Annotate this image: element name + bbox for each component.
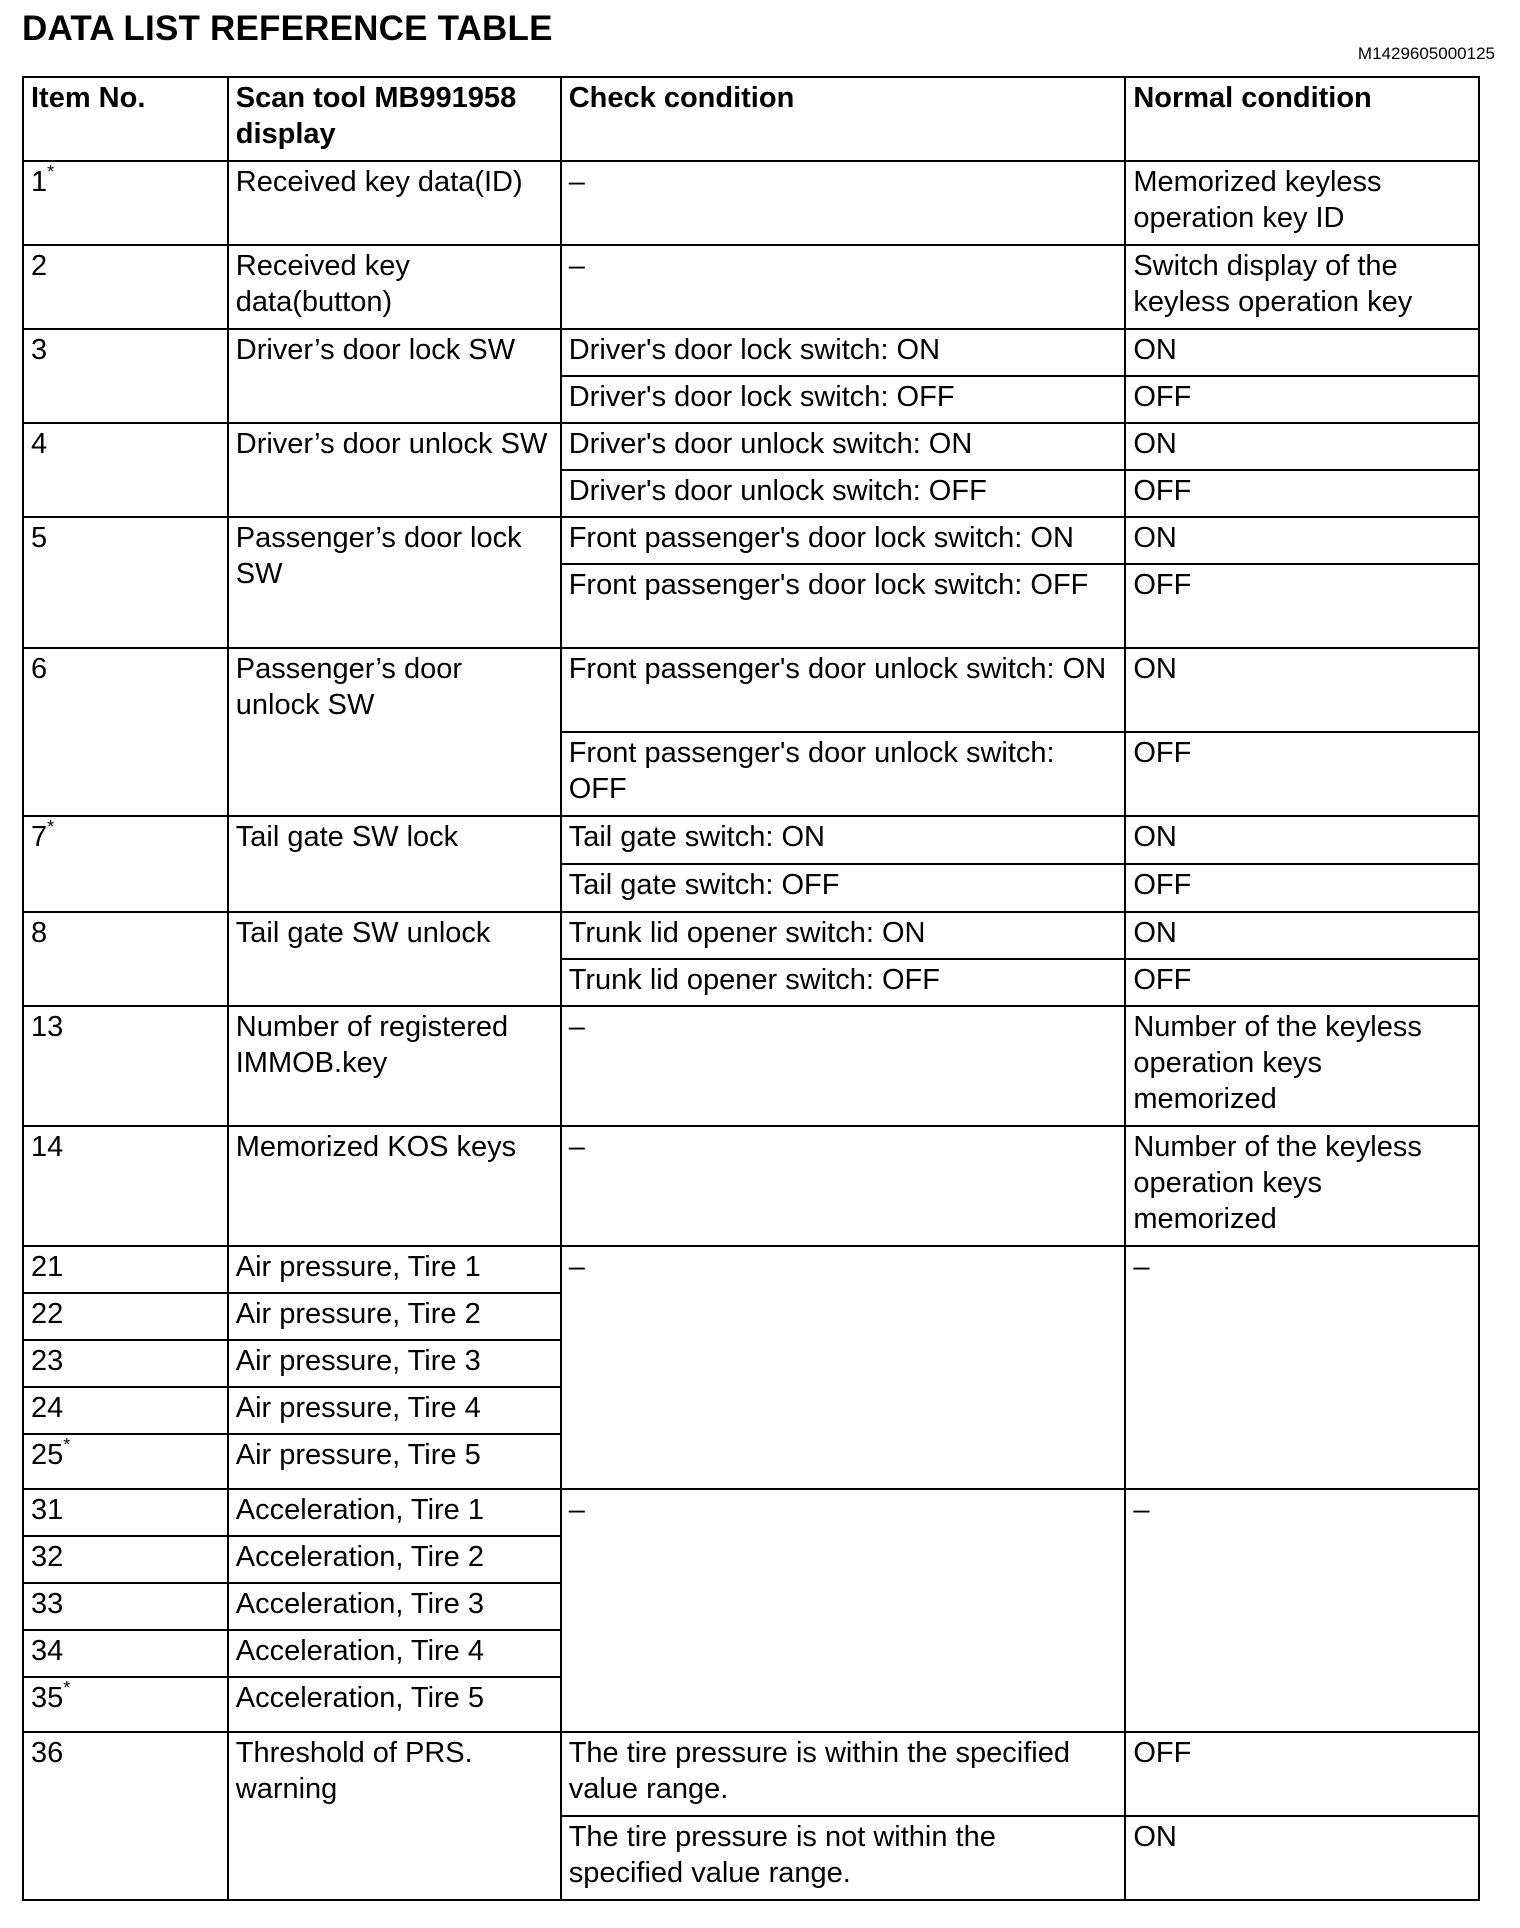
display-cell: Air pressure, Tire 5 (228, 1434, 561, 1489)
display-cell: Air pressure, Tire 3 (228, 1340, 561, 1387)
check-cell: Driver's door lock switch: ON (561, 329, 1126, 376)
table-header-row (23, 77, 1479, 161)
table-row (23, 1732, 1479, 1816)
item-number: 7 (31, 821, 48, 853)
normal-cell: – (1125, 1246, 1479, 1489)
check-cell: Tail gate switch: OFF (561, 864, 1126, 912)
footnote-mark: * (47, 162, 55, 183)
normal-cell: OFF (1125, 470, 1479, 517)
check-cell: – (561, 161, 1126, 245)
normal-cell: ON (1125, 329, 1479, 376)
normal-cell: ON (1125, 912, 1479, 959)
document-code: M1429605000125 (1357, 44, 1495, 63)
normal-cell: OFF (1125, 959, 1479, 1006)
table-row (23, 329, 1479, 376)
normal-cell: Memorized keyless operation key ID (1125, 161, 1479, 245)
normal-cell: Number of the keyless operation keys memorized (1125, 1006, 1479, 1126)
normal-cell: OFF (1125, 1732, 1479, 1816)
display-cell: Threshold of PRS. warning (228, 1732, 561, 1900)
page-title: DATA LIST REFERENCE TABLE (22, 9, 553, 48)
item-number: 1 (31, 166, 48, 198)
check-cell: Driver's door unlock switch: ON (561, 423, 1126, 470)
table-row (23, 648, 1479, 732)
table-row (23, 161, 1479, 245)
table-row (23, 423, 1479, 470)
normal-cell: OFF (1125, 564, 1479, 648)
item-no-cell: 33 (23, 1583, 228, 1630)
normal-cell: ON (1125, 423, 1479, 470)
normal-cell: ON (1125, 1816, 1479, 1900)
table-row (23, 1006, 1479, 1126)
header-check-condition: Check condition (561, 77, 1126, 161)
display-cell: Passenger’s door lock SW (228, 517, 561, 648)
header-display: Scan tool MB991958 display (228, 77, 561, 161)
display-cell: Driver’s door unlock SW (228, 423, 561, 517)
item-no-cell: 8 (23, 912, 228, 1006)
item-no-cell: 3 (23, 329, 228, 423)
normal-cell: Number of the keyless operation keys memorized (1125, 1126, 1479, 1246)
check-cell: Front passenger's door lock switch: OFF (561, 564, 1126, 648)
item-no-cell: 6 (23, 648, 228, 816)
table-row (23, 1489, 1479, 1536)
data-list-reference-table (22, 76, 1480, 1901)
check-cell: Trunk lid opener switch: ON (561, 912, 1126, 959)
item-no-cell: 14 (23, 1126, 228, 1246)
item-no-cell: 32 (23, 1536, 228, 1583)
check-cell: – (561, 1126, 1126, 1246)
footnote-mark: * (63, 1678, 71, 1699)
normal-cell: ON (1125, 517, 1479, 564)
item-no-cell (23, 1677, 228, 1732)
display-cell: Tail gate SW unlock (228, 912, 561, 1006)
header-item-no: Item No. (23, 77, 228, 161)
item-no-cell: 5 (23, 517, 228, 648)
check-cell: Front passenger's door lock switch: ON (561, 517, 1126, 564)
normal-cell: OFF (1125, 864, 1479, 912)
item-no-cell: 36 (23, 1732, 228, 1900)
normal-cell: ON (1125, 816, 1479, 864)
check-cell: Trunk lid opener switch: OFF (561, 959, 1126, 1006)
display-cell: Tail gate SW lock (228, 816, 561, 912)
item-no-cell: 34 (23, 1630, 228, 1677)
header-normal-condition: Normal condition (1125, 77, 1479, 161)
table-row (23, 245, 1479, 329)
display-cell: Acceleration, Tire 4 (228, 1630, 561, 1677)
display-cell: Acceleration, Tire 5 (228, 1677, 561, 1732)
item-no-cell: 31 (23, 1489, 228, 1536)
normal-cell: OFF (1125, 376, 1479, 423)
normal-cell: – (1125, 1489, 1479, 1732)
table-row (23, 1246, 1479, 1293)
display-cell: Driver’s door lock SW (228, 329, 561, 423)
table-row (23, 1126, 1479, 1246)
item-no-cell: 23 (23, 1340, 228, 1387)
check-cell: – (561, 1006, 1126, 1126)
check-cell: – (561, 1246, 1126, 1489)
check-cell: – (561, 1489, 1126, 1732)
check-cell: The tire pressure is not within the specified value range. (561, 1816, 1126, 1900)
item-no-cell: 24 (23, 1387, 228, 1434)
display-cell: Air pressure, Tire 4 (228, 1387, 561, 1434)
item-no-cell: 4 (23, 423, 228, 517)
item-no-cell: 2 (23, 245, 228, 329)
check-cell: – (561, 245, 1126, 329)
check-cell: Front passenger's door unlock switch: OFF (561, 732, 1126, 816)
table-row (23, 517, 1479, 564)
check-cell: Driver's door lock switch: OFF (561, 376, 1126, 423)
normal-cell: OFF (1125, 732, 1479, 816)
item-no-cell (23, 1434, 228, 1489)
item-no-cell: 13 (23, 1006, 228, 1126)
footnote-mark: * (47, 817, 55, 838)
check-cell: Front passenger's door unlock switch: ON (561, 648, 1126, 732)
check-cell: Tail gate switch: ON (561, 816, 1126, 864)
item-number: 25 (31, 1439, 64, 1471)
item-no-cell (23, 161, 228, 245)
display-cell: Air pressure, Tire 2 (228, 1293, 561, 1340)
normal-cell: ON (1125, 648, 1479, 732)
item-no-cell (23, 816, 228, 912)
item-no-cell: 21 (23, 1246, 228, 1293)
item-no-cell: 22 (23, 1293, 228, 1340)
display-cell: Acceleration, Tire 2 (228, 1536, 561, 1583)
table-row (23, 816, 1479, 864)
display-cell: Number of registered IMMOB.key (228, 1006, 561, 1126)
display-cell: Received key data(ID) (228, 161, 561, 245)
normal-cell: Switch display of the keyless operation key (1125, 245, 1479, 329)
display-cell: Passenger’s door unlock SW (228, 648, 561, 816)
display-cell: Acceleration, Tire 3 (228, 1583, 561, 1630)
item-number: 35 (31, 1682, 64, 1714)
display-cell: Memorized KOS keys (228, 1126, 561, 1246)
check-cell: Driver's door unlock switch: OFF (561, 470, 1126, 517)
display-cell: Received key data(button) (228, 245, 561, 329)
display-cell: Acceleration, Tire 1 (228, 1489, 561, 1536)
footnote-mark: * (63, 1435, 71, 1456)
table-row (23, 912, 1479, 959)
check-cell: The tire pressure is within the specified value range. (561, 1732, 1126, 1816)
display-cell: Air pressure, Tire 1 (228, 1246, 561, 1293)
